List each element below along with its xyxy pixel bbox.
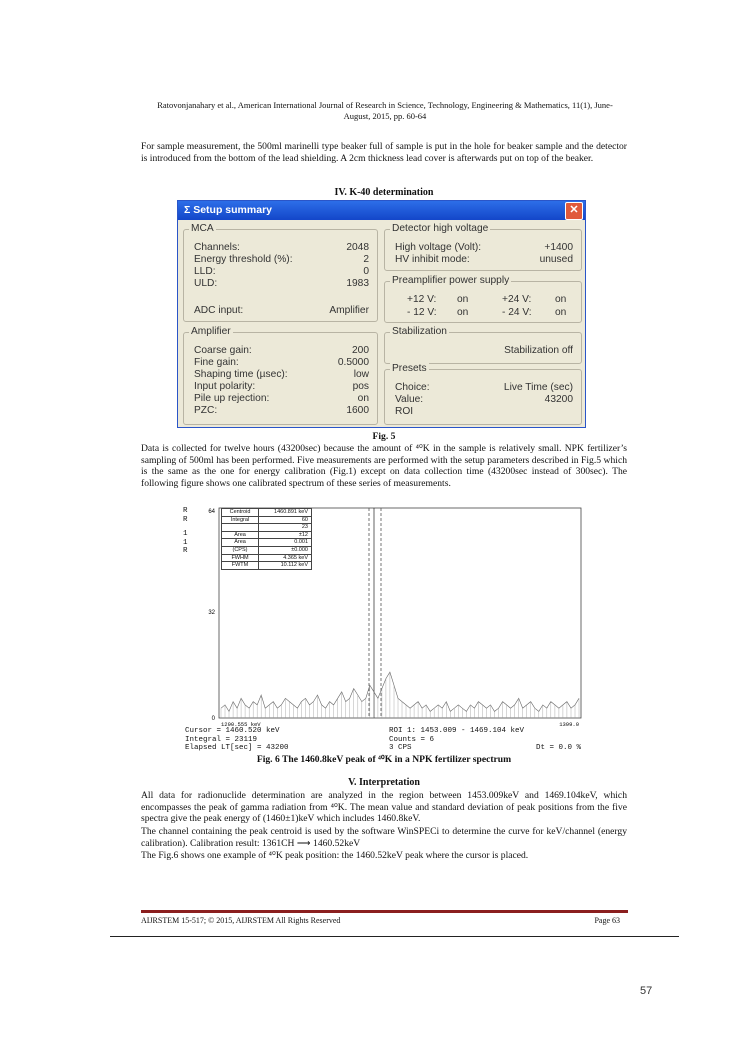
elapsed-readout: Elapsed LT[sec] = 43200 — [185, 744, 289, 753]
amp-row: Fine gain: 0.5000 — [194, 357, 369, 368]
peak-info-table — [221, 508, 312, 570]
footer-page: Page 63 — [594, 916, 620, 925]
header-line2: August, 2015, pp. 60-64 — [343, 111, 427, 121]
preset-row: Value: 43200 — [395, 394, 573, 405]
hv-row: HV inhibit mode: unused — [395, 254, 573, 265]
amp-row: PZC: 1600 — [194, 405, 369, 416]
side-label: R — [183, 515, 188, 524]
section-heading-iv: IV. K-40 determination — [334, 187, 434, 198]
peak-table-key: (CPS) — [222, 546, 259, 554]
peak-table-key: Centroid — [222, 509, 259, 517]
amp-row: Coarse gain: 200 — [194, 345, 369, 356]
side-label: R — [183, 507, 188, 515]
peak-table-value: 23 — [259, 524, 312, 532]
stabilization-group — [384, 326, 582, 364]
peak-table-key: FWHM — [222, 554, 259, 562]
paragraph-data-collection: Data is collected for twelve hours (43200sec) because the amount of ⁴⁰K in the sample is relatively small. NPK fertilizer’s sampling of 500ml has been performed. Five measurements are performed with the setup parameters described in Fig.5 which is the same as the one for energy calibration (Fig.1) except on data collection time (43200sec instead of 300sec). The following figure shows one calibrated spectrum of these series of measurements. — [141, 443, 627, 489]
y-tick-label: 64 — [208, 509, 215, 515]
stabilization-group-title: Stabilization — [392, 326, 447, 337]
peak-table-value: ±12 — [259, 531, 312, 539]
running-header — [140, 100, 630, 122]
amplifier-group — [183, 326, 378, 425]
setup-summary-dialog — [177, 200, 586, 428]
peak-table-key: Integral — [222, 516, 259, 524]
peak-table-row — [222, 531, 312, 539]
y-tick-label: 32 — [208, 610, 215, 616]
preset-row: Choice: Live Time (sec) — [395, 382, 573, 393]
integral-readout: Integral = 23119 — [185, 735, 258, 744]
paragraph-interpretation: All data for radionuclide determination are analyzed in the region between 1453.009keV and 1469.104keV, which encompasses the peak of gamma radiation from ⁴⁰K. The mean value and standard deviation of peak positions from the five spectra give the peak energy of (1460±1)keV which includes 1460.8keV. — [141, 790, 627, 825]
fig6-caption: Fig. 6 The 1460.8keV peak of ⁴⁰K in a NPK fertilizer spectrum — [256, 754, 512, 765]
bottom-line — [110, 936, 679, 937]
counts-readout: Counts = 6 — [389, 735, 435, 744]
peak-table-key: Area — [222, 539, 259, 547]
side-label: R — [183, 547, 188, 556]
peak-table-row — [222, 554, 312, 562]
mca-row: ULD: 1983 — [194, 278, 369, 289]
x-axis-right-label: 1399.0 — [559, 721, 579, 727]
spectrum-chart — [175, 505, 585, 753]
peak-table-value: 60 — [259, 516, 312, 524]
peak-table-row — [222, 509, 312, 517]
header-line1: Ratovonjanahary et al., American International Journal of Research in Science, Technology, Engineering & Mathematics, 11(1), June- — [157, 100, 613, 110]
mca-row: Energy threshold (%): 2 — [194, 254, 369, 265]
paragraph-calibration: The channel containing the peak centroid is used by the software WinSPECi to determine the curve for keV/channel (energy calibration). Calibration result: 1361CH ⟶ 1460.52keV — [141, 826, 627, 849]
peak-table-row — [222, 562, 312, 570]
cps-readout: 3 CPS — [389, 744, 412, 753]
peak-table-value: 10.112 keV — [259, 562, 312, 570]
amp-row: Pile up rejection: on — [194, 393, 369, 404]
peak-table-row — [222, 539, 312, 547]
presets-group — [384, 363, 582, 425]
mca-row: Channels: 2048 — [194, 242, 369, 253]
mca-row: ADC input: Amplifier — [194, 305, 369, 316]
paragraph-peak-position: The Fig.6 shows one example of ⁴⁰K peak position: the 1460.52keV peak where the cursor is placed. — [141, 850, 529, 861]
amp-row: Input polarity: pos — [194, 381, 369, 392]
peak-table-key: FWTM — [222, 562, 259, 570]
x-axis-left-label: 1290.555 keV — [221, 721, 261, 727]
amp-row: Shaping time (µsec): low — [194, 369, 369, 380]
stab-row: Stabilization off — [504, 345, 573, 356]
dialog-title: Σ Setup summary — [178, 201, 585, 220]
peak-table-row — [222, 516, 312, 524]
preamp-row: - 12 V: on - 24 V: on — [407, 307, 567, 318]
peak-table-value: 1460.891 keV — [259, 509, 312, 517]
peak-table-row — [222, 524, 312, 532]
presets-group-title: Presets — [392, 363, 427, 374]
peak-table-key: Area — [222, 531, 259, 539]
hv-group-title: Detector high voltage — [392, 223, 489, 234]
footer-copyright: AIJRSTEM 15-517; © 2015, AIJRSTEM All Rights Reserved — [141, 916, 341, 925]
close-icon[interactable]: ✕ — [565, 202, 583, 220]
side-label: 1 — [183, 538, 188, 547]
mca-group-title: MCA — [191, 223, 214, 234]
readout-right — [389, 727, 581, 753]
peak-table-row — [222, 546, 312, 554]
spectrum-line — [221, 672, 579, 711]
preamp-group-title: Preamplifier power supply — [392, 275, 510, 286]
side-label: 1 — [183, 530, 188, 539]
preamp-group — [384, 275, 582, 323]
preset-row: ROI — [395, 406, 414, 417]
amplifier-group-title: Amplifier — [191, 326, 231, 337]
mca-group — [183, 223, 378, 322]
preamp-row: +12 V: on +24 V: on — [407, 294, 567, 305]
hv-row: High voltage (Volt): +1400 — [395, 242, 573, 253]
y-tick-label: 0 — [211, 716, 215, 722]
roi-readout: ROI 1: 1453.009 - 1469.104 keV — [389, 727, 525, 735]
deadtime-readout: Dt = 0.0 % — [535, 744, 581, 753]
section-heading-v: V. Interpretation — [348, 777, 420, 788]
peak-table-key — [222, 524, 259, 532]
cps-row — [389, 744, 581, 753]
peak-table-value: 4.365 keV — [259, 554, 312, 562]
spectrum-series — [221, 672, 579, 718]
page-number: 57 — [640, 985, 653, 997]
peak-table-value: ±0.000 — [259, 546, 312, 554]
readout-left — [185, 727, 289, 753]
cursor-readout: Cursor = 1460.520 keV — [185, 727, 280, 735]
fig5-caption: Fig. 5 — [372, 431, 396, 442]
footer-rule — [141, 910, 628, 913]
paragraph-sample-measurement: For sample measurement, the 500ml marinelli type beaker full of sample is put in the hole for beaker sample and the detector is introduced from the bottom of the lead shielding. A 2cm thickness lead cover is afterwards put on top of the beaker. — [141, 141, 627, 164]
mca-row: LLD: 0 — [194, 266, 369, 277]
peak-table-value: 0.001 — [259, 539, 312, 547]
hv-group — [384, 223, 582, 271]
page-footer — [141, 916, 628, 925]
